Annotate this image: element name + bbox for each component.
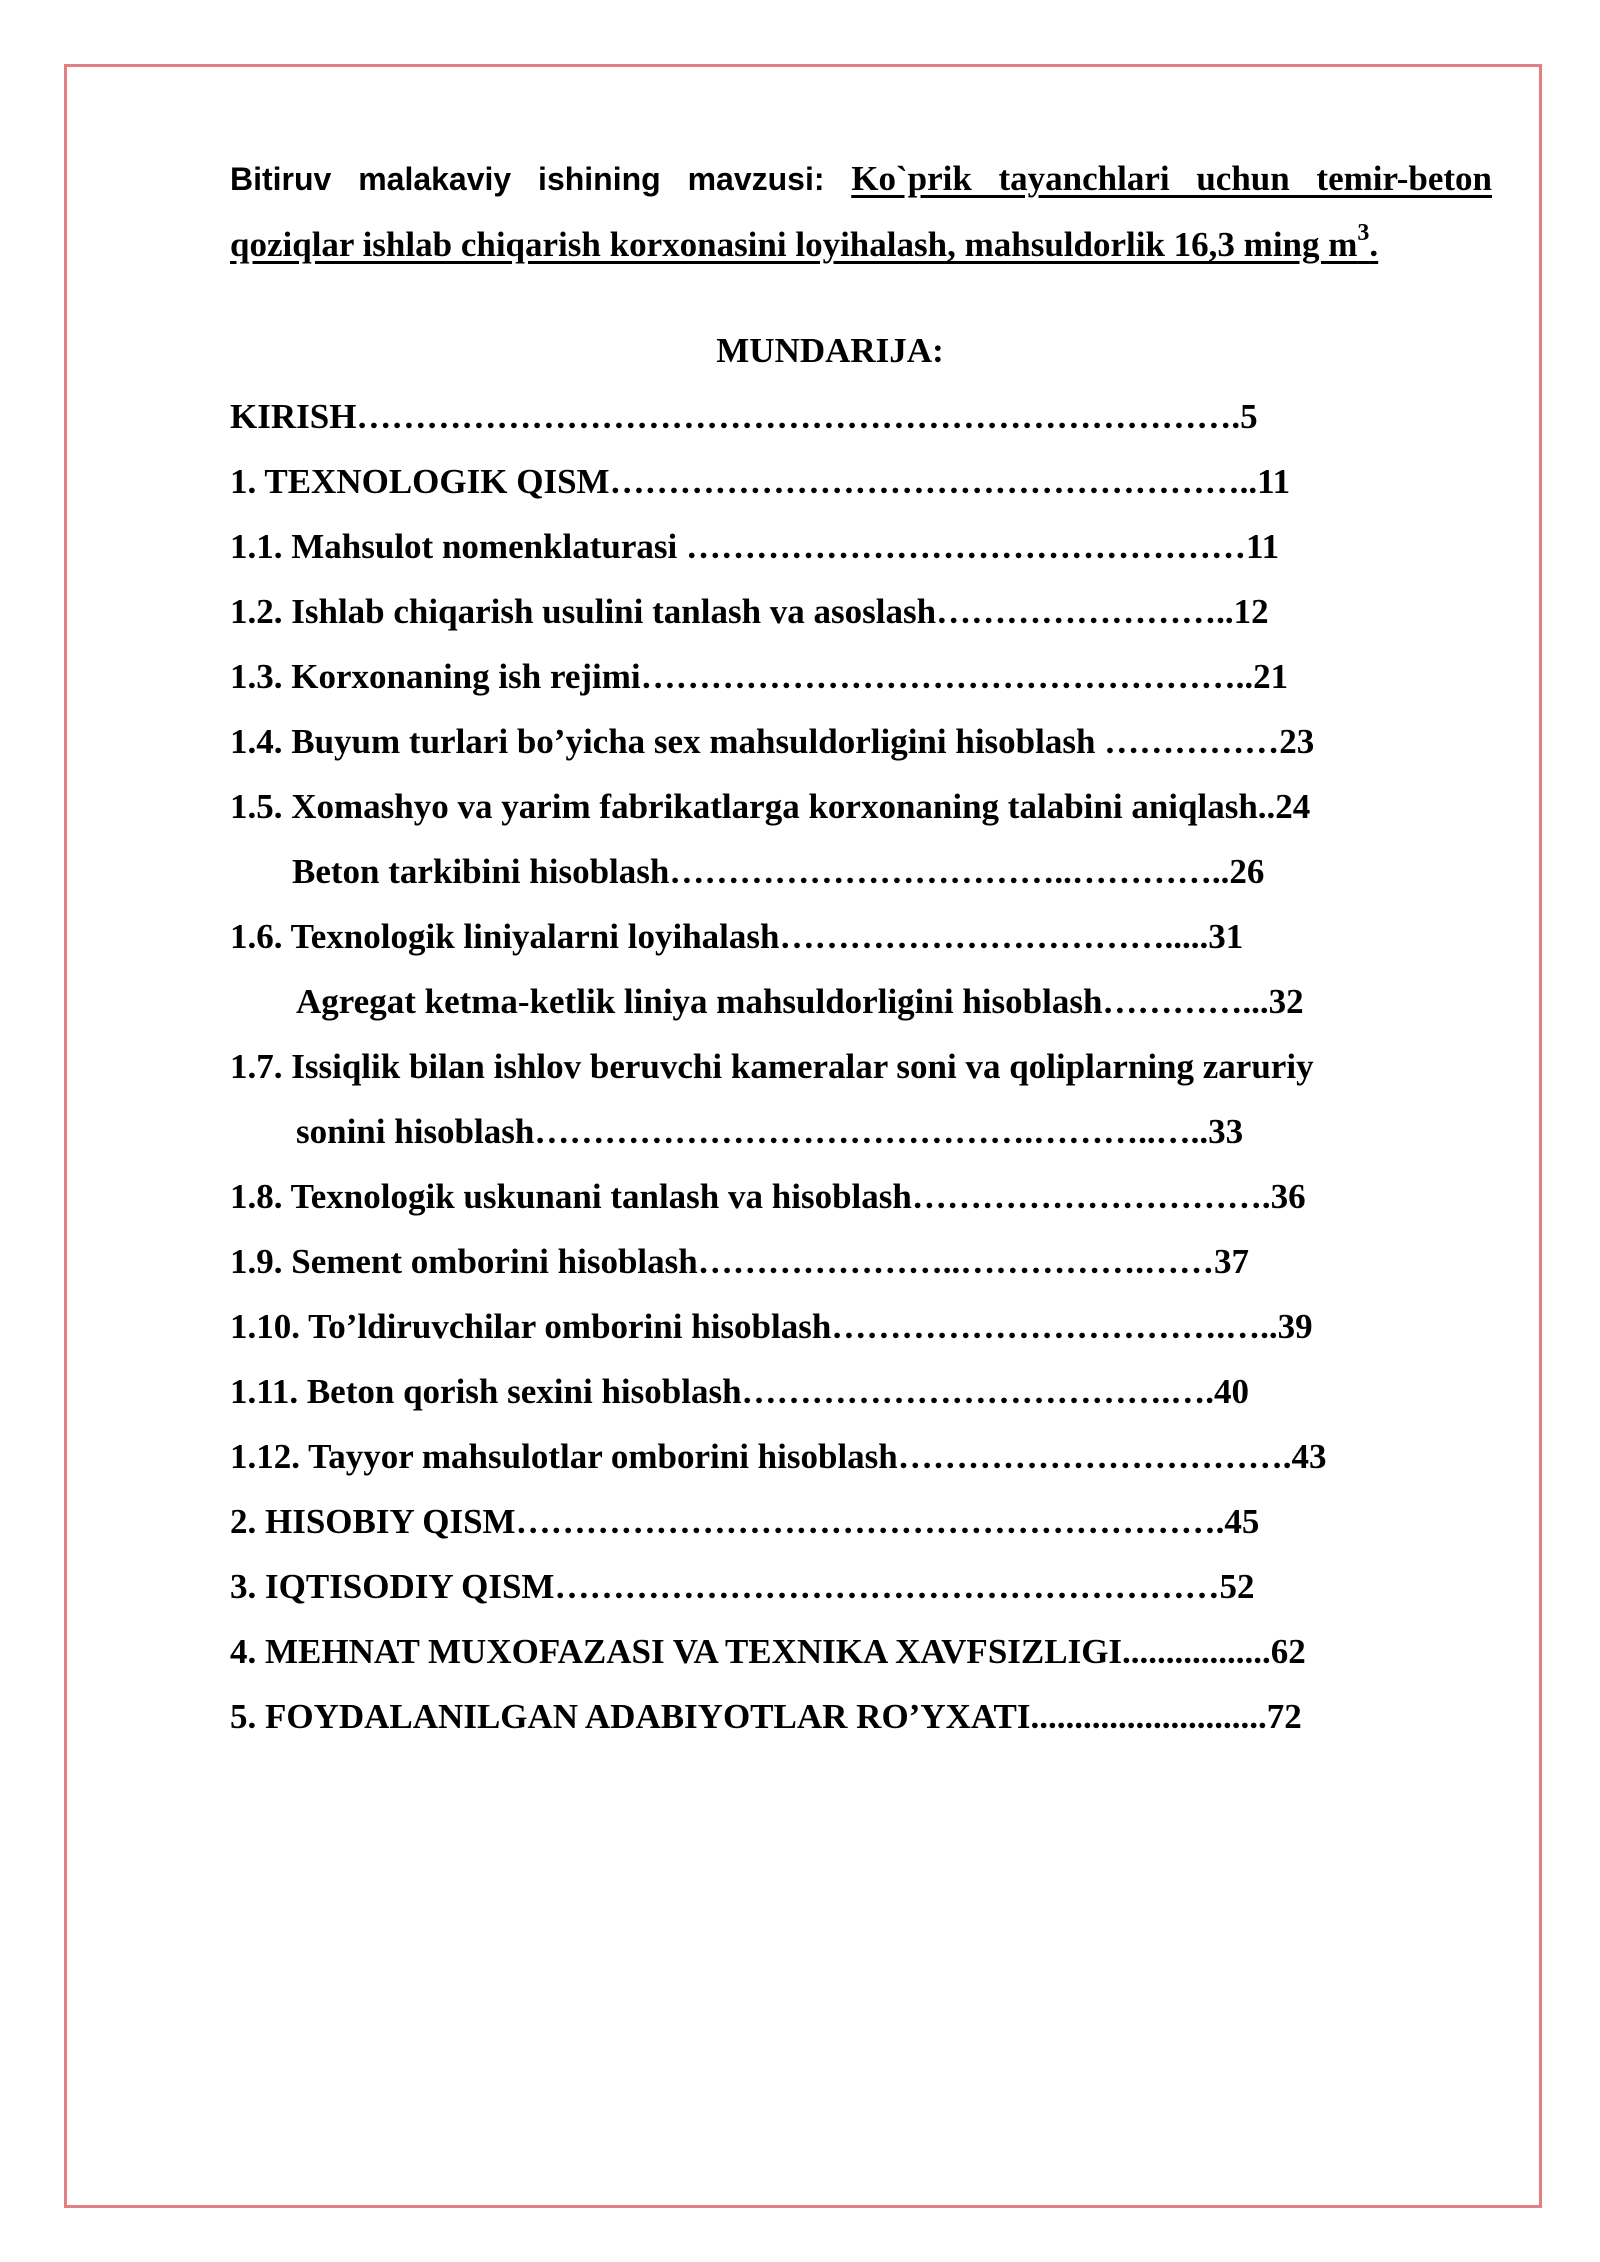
toc-entry-1-4: 1.4. Buyum turlari bo’yicha sex mahsuldorligini hisoblash ……………23 (230, 722, 1315, 761)
toc-entry-1-11: 1.11. Beton qorish sexini hisoblash……………………………….….40 (230, 1372, 1250, 1411)
toc-entry-1-7-continued: sonini hisoblash…………………………………….………..…..33 (296, 1112, 1244, 1151)
toc-entry-chapter-1: 1. TEXNOLOGIK QISM………………………………………………..11 (230, 462, 1291, 501)
topic-subject-text: Ko`prik tayanchlari uchun temir-beton qoziqlar ishlab chiqarish korxonasini loyihalash, mahsuldorlik 16,3 ming m (230, 159, 1493, 264)
toc-entry-1-6-sub: Agregat ketma-ketlik liniya mahsuldorligini hisoblash…………...32 (296, 982, 1304, 1021)
toc-heading: MUNDARIJA: (716, 331, 944, 370)
topic-end: . (1369, 225, 1379, 264)
toc-entry-chapter-2: 2. HISOBIY QISM…………………………………………………….45 (230, 1502, 1260, 1541)
toc-entry-1-10: 1.10. To’ldiruvchilar omborini hisoblash…………………………….…..39 (230, 1307, 1313, 1346)
toc-entry-1-1: 1.1. Mahsulot nomenklaturasi …………………………………………11 (230, 527, 1280, 566)
toc-entry-1-2: 1.2. Ishlab chiqarish usulini tanlash va asoslash……………………..12 (230, 592, 1269, 631)
toc-entry-1-3: 1.3. Korxonaning ish rejimi……………………………………………..21 (230, 657, 1289, 696)
toc-entry-1-7: 1.7. Issiqlik bilan ishlov beruvchi kameralar soni va qoliplarning zaruriy (230, 1047, 1314, 1086)
toc-entry-chapter-3: 3. IQTISODIY QISM…………………………………………………52 (230, 1567, 1255, 1606)
toc-entry-chapter-4: 4. MEHNAT MUXOFAZASI VA TEXNIKA XAVFSIZLIGI.................62 (230, 1632, 1306, 1671)
toc-entry-1-5: 1.5. Xomashyo va yarim fabrikatlarga korxonaning talabini aniqlash..24 (230, 787, 1311, 826)
toc-entry-chapter-5: 5. FOYDALANILGAN ADABIYOTLAR RO’YXATI...........................72 (230, 1697, 1302, 1736)
toc-entry-1-9: 1.9. Sement omborini hisoblash…………………..…………….……37 (230, 1242, 1249, 1281)
topic-superscript: 3 (1357, 220, 1370, 246)
toc-entry-1-8: 1.8. Texnologik uskunani tanlash va hisoblash………………………….36 (230, 1177, 1306, 1216)
topic-lead: Bitiruv malakaviy ishining mavzusi: (230, 161, 825, 197)
toc-entry-1-6: 1.6. Texnologik liniyalarni loyihalash…………………………….....31 (230, 917, 1244, 956)
toc-entry-introduction: KIRISH………………………………………………………………….5 (230, 397, 1258, 436)
toc-entry-1-12: 1.12. Tayyor mahsulotlar omborini hisoblash…………………………….43 (230, 1437, 1327, 1476)
toc-entry-1-5-sub: Beton tarkibini hisoblash……………………………..…………..26 (292, 852, 1265, 891)
